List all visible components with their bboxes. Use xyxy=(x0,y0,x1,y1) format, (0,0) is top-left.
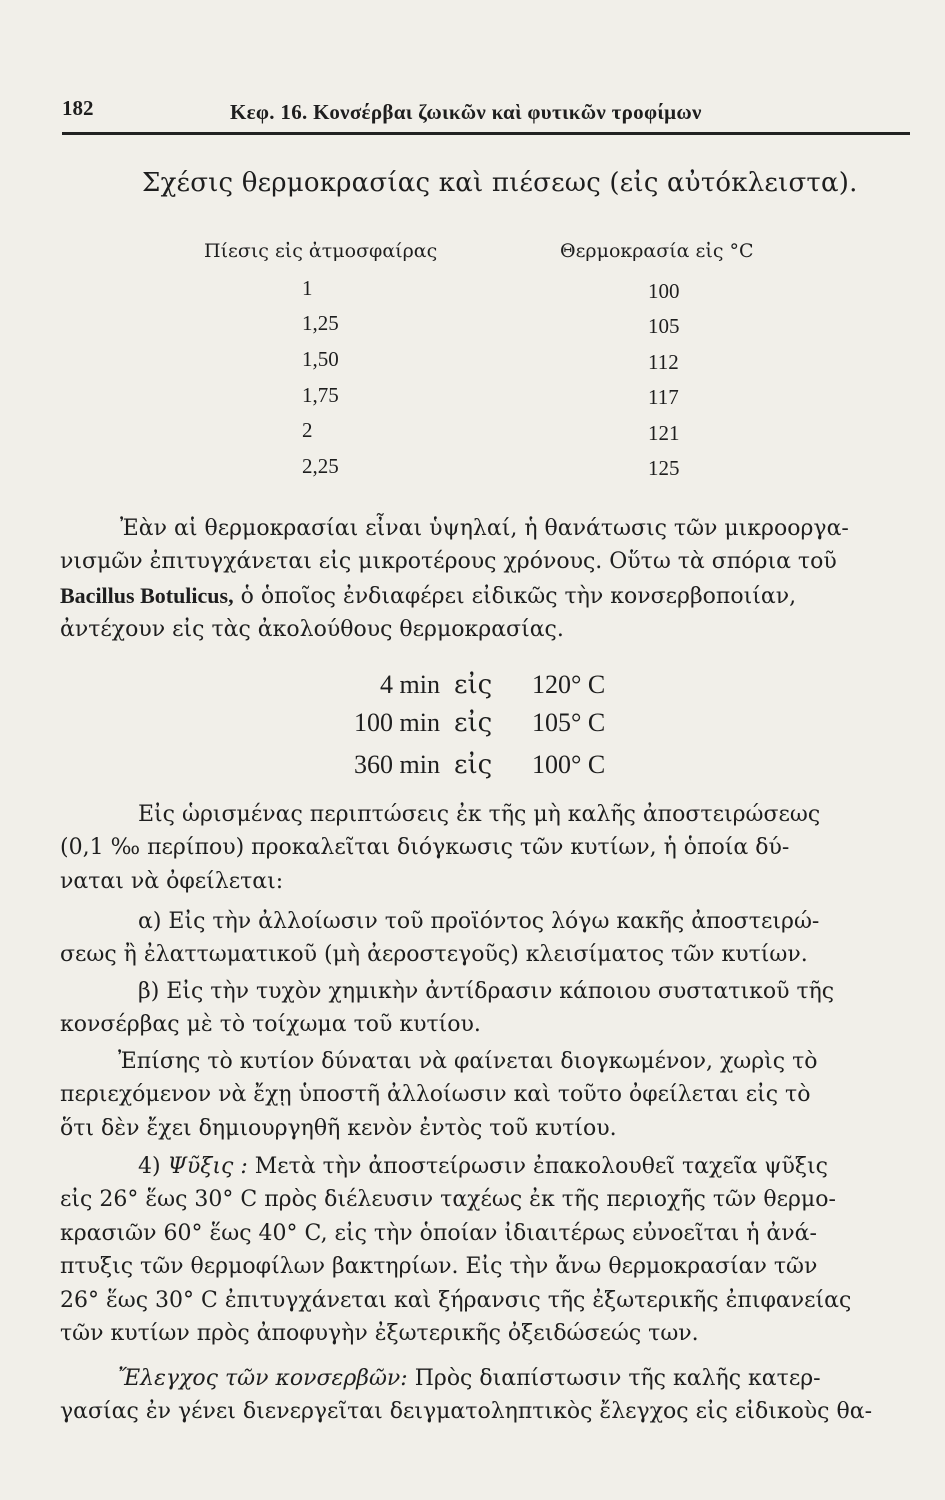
timing-row xyxy=(0,708,945,744)
paragraph-inspection xyxy=(60,1362,906,1429)
item-b xyxy=(60,975,906,1042)
pressure-cell: 2,25 xyxy=(302,454,339,478)
temperature-cell: 105 xyxy=(648,314,680,338)
timing-temperature: 105° C xyxy=(532,708,606,737)
text-line xyxy=(60,1362,906,1395)
pressure-cell: 1,75 xyxy=(302,383,339,407)
text-line: νισμῶν ἐπιτυγχάνεται εἰς μικροτέρους χρόνους. Οὕτω τὰ σπόρια τοῦ xyxy=(60,549,837,575)
bacillus-name: Bacillus Botulicus, xyxy=(60,582,234,608)
timing-temperature: 120° C xyxy=(532,670,606,699)
timing-row xyxy=(0,750,945,786)
temperature-cell: 117 xyxy=(648,385,679,409)
text-line: κονσέρβας μὲ τὸ τοίχωμα τοῦ κυτίου. xyxy=(60,1012,481,1038)
header-rule xyxy=(62,132,910,135)
timing-temperature: 100° C xyxy=(532,750,606,779)
text-line: Ἐὰν αἱ θερμοκρασίαι εἶναι ὑψηλαί, ἡ θανάτωσις τῶν μικροοργα- xyxy=(120,516,849,541)
timing-duration: 4 min xyxy=(380,670,440,699)
running-title: Κεφ. 16. Κονσέρβαι ζωικῶν καὶ φυτικῶν τροφίμων xyxy=(230,100,702,124)
text-line: εἰς 26° ἕως 30° C πρὸς διέλευσιν ταχέως ἐκ τῆς περιοχῆς τῶν θερμο- xyxy=(60,1187,836,1213)
timing-preposition: εἰς xyxy=(454,670,493,700)
text-line: σεως ἢ ἐλαττωματικοῦ (μὴ ἀεροστεγοῦς) κλεισίματος τῶν κυτίων. xyxy=(60,942,808,968)
section-title: Ψῦξις : xyxy=(167,1154,248,1179)
text-line: α) Εἰς τὴν ἀλλοίωσιν τοῦ προϊόντος λόγω κακῆς ἀποστειρώ- xyxy=(138,909,820,934)
text-line: ἀντέχουν εἰς τὰς ἀκολούθους θερμοκρασίας. xyxy=(60,617,564,643)
text-line: πτυξις τῶν θερμοφίλων βακτηρίων. Εἰς τὴν ἄνω θερμοκρασίαν τῶν xyxy=(60,1254,818,1280)
text-line: ὅτι δὲν ἔχει δημιουργηθῆ κενὸν ἐντὸς τοῦ κυτίου. xyxy=(60,1115,617,1141)
timing-row xyxy=(0,670,945,706)
text-line: γασίας ἐν γένει διενεργεῖται δειγματοληπτικὸς ἔλεγχος εἰς εἰδικοὺς θα- xyxy=(60,1399,873,1425)
text-fragment: Πρὸς διαπίστωσιν τῆς καλῆς κατερ- xyxy=(407,1366,821,1391)
temperature-cell: 125 xyxy=(648,456,680,480)
paragraph-high-temperatures xyxy=(60,512,906,647)
text-line: β) Εἰς τὴν τυχὸν χημικὴν ἀντίδρασιν κάποιου συστατικοῦ τῆς xyxy=(138,979,835,1004)
temperature-cell: 121 xyxy=(648,421,680,445)
section-title: Ἔλεγχος τῶν κονσερβῶν: xyxy=(118,1366,408,1391)
text-line xyxy=(60,579,906,613)
pressure-cell: 1 xyxy=(302,276,313,300)
item-a xyxy=(60,905,906,972)
text-fragment: ὁ ὁποῖος ἐνδιαφέρει εἰδικῶς τὴν κονσερβοποιίαν, xyxy=(233,583,797,609)
timing-preposition: εἰς xyxy=(454,708,493,738)
text-line xyxy=(60,1150,906,1183)
paragraph-vacuum xyxy=(60,1045,906,1145)
text-line: περιεχόμενον νὰ ἔχῃ ὑποστῆ ἀλλοίωσιν καὶ τοῦτο ὀφείλεται εἰς τὸ xyxy=(60,1082,811,1108)
paragraph-cooling xyxy=(60,1150,906,1350)
timing-preposition: εἰς xyxy=(454,750,493,780)
timing-duration: 100 min xyxy=(354,708,440,737)
temperature-cell: 100 xyxy=(648,279,680,303)
text-line: τῶν κυτίων πρὸς ἀποφυγὴν ἐξωτερικῆς ὀξειδώσεώς των. xyxy=(60,1321,699,1347)
pressure-cell: 2 xyxy=(302,418,313,442)
pressure-cell: 1,25 xyxy=(302,311,339,335)
text-line: κρασιῶν 60° ἕως 40° C, εἰς τὴν ὁποίαν ἰδιαιτέρως εὐνοεῖται ἡ ἀνά- xyxy=(60,1220,817,1246)
text-line: 26° ἕως 30° C ἐπιτυγχάνεται καὶ ξήρανσις τῆς ἐξωτερικῆς ἐπιφανείας xyxy=(60,1287,852,1313)
page-number: 182 xyxy=(62,96,94,120)
table-caption: Σχέσις θερμοκρασίας καὶ πιέσεως (εἰς αὐτόκλειστα). xyxy=(142,168,858,198)
text-line: (0,1 ‰ περίπου) προκαλεῖται διόγκωσις τῶν κυτίων, ἡ ὁποία δύ- xyxy=(60,835,790,861)
pressure-column-header: Πίεσις εἰς ἀτμοσφαίρας xyxy=(204,240,438,262)
text-fragment: Μετὰ τὴν ἀποστείρωσιν ἐπακολουθεῖ ταχεῖα ψῦξις xyxy=(247,1154,828,1179)
temperature-cell: 112 xyxy=(648,350,679,374)
text-line: Εἰς ὡρισμένας περιπτώσεις ἐκ τῆς μὴ καλῆς ἀποστειρώσεως xyxy=(138,802,821,827)
pressure-cell: 1,50 xyxy=(302,347,339,371)
section-number: 4) xyxy=(138,1154,161,1179)
timing-duration: 360 min xyxy=(354,750,440,779)
temperature-column-header: Θερμοκρασία εἰς °C xyxy=(560,240,754,262)
text-line: ναται νὰ ὀφείλεται: xyxy=(60,868,284,894)
paragraph-swelling xyxy=(60,798,906,898)
text-line: Ἐπίσης τὸ κυτίον δύναται νὰ φαίνεται διογκωμένον, χωρὶς τὸ xyxy=(118,1049,818,1074)
